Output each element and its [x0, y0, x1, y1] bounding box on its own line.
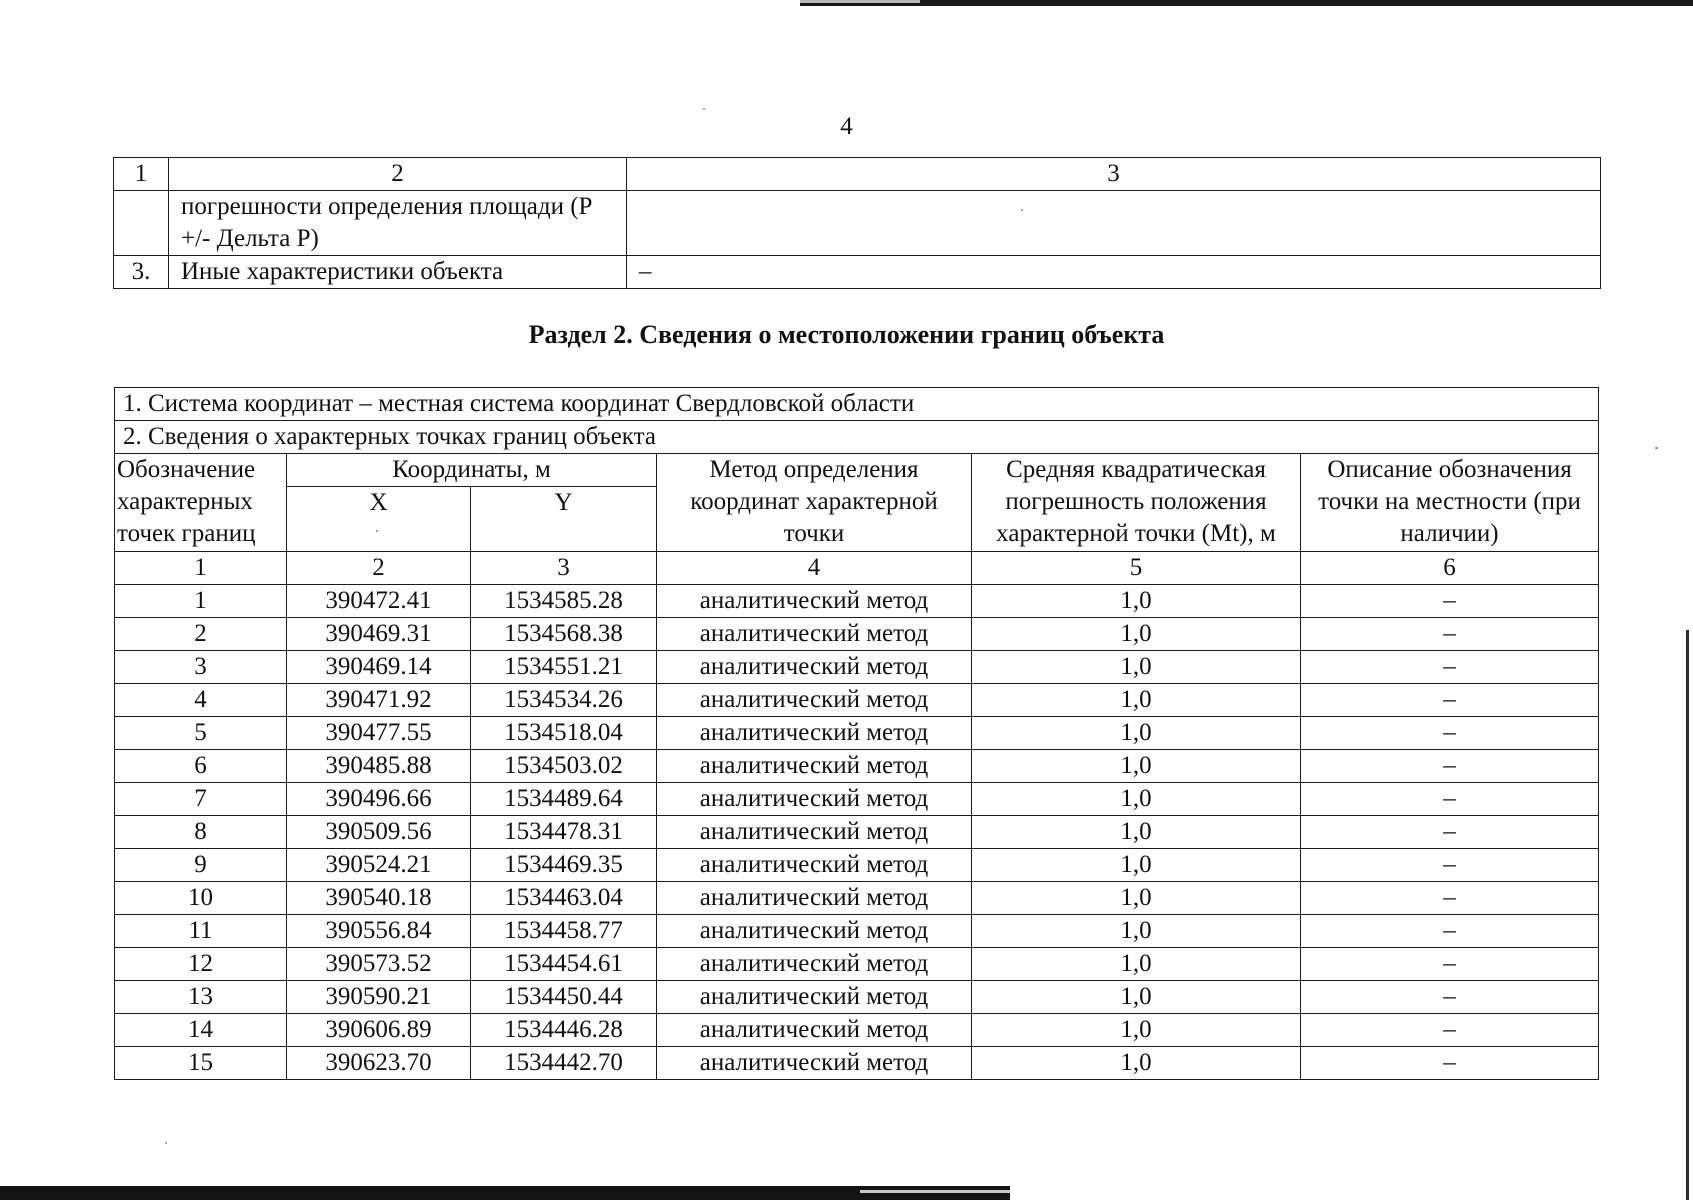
point-designation: 1 — [115, 585, 287, 618]
column-numbers-row — [115, 552, 1599, 585]
column-number: 1 — [115, 552, 287, 585]
determination-method: аналитический метод — [657, 981, 972, 1014]
table-header-row — [114, 158, 1601, 191]
position-error: 1,0 — [972, 684, 1301, 717]
position-error: 1,0 — [972, 915, 1301, 948]
position-error: 1,0 — [972, 849, 1301, 882]
point-designation: 12 — [115, 948, 287, 981]
determination-method: аналитический метод — [657, 585, 972, 618]
coordinate-y: 1534446.28 — [471, 1014, 657, 1047]
coordinate-y: 1534568.38 — [471, 618, 657, 651]
scan-border-right — [1686, 630, 1689, 1200]
coordinate-y: 1534450.44 — [471, 981, 657, 1014]
determination-method: аналитический метод — [657, 717, 972, 750]
position-error: 1,0 — [972, 750, 1301, 783]
point-designation: 6 — [115, 750, 287, 783]
scan-speck — [1655, 447, 1658, 449]
point-description: – — [1301, 783, 1599, 816]
point-designation: 14 — [115, 1014, 287, 1047]
scan-border-top — [800, 0, 1693, 6]
points-body — [115, 585, 1599, 1080]
row-value: – — [627, 256, 1601, 289]
header-description: Описание обозначения точки на местности (при наличии) — [1301, 454, 1599, 552]
determination-method: аналитический метод — [657, 783, 972, 816]
point-designation: 15 — [115, 1047, 287, 1080]
point-description: – — [1301, 882, 1599, 915]
position-error: 1,0 — [972, 717, 1301, 750]
position-error: 1,0 — [972, 948, 1301, 981]
coordinate-y: 1534458.77 — [471, 915, 657, 948]
points-caption-row — [115, 421, 1599, 454]
position-error: 1,0 — [972, 585, 1301, 618]
coordinate-x: 390556.84 — [287, 915, 471, 948]
coordinate-x: 390573.52 — [287, 948, 471, 981]
table-header-row — [115, 454, 1599, 487]
table-row — [115, 750, 1599, 783]
coordinate-y: 1534503.02 — [471, 750, 657, 783]
determination-method: аналитический метод — [657, 849, 972, 882]
point-description: – — [1301, 981, 1599, 1014]
point-description: – — [1301, 816, 1599, 849]
column-number: 3 — [471, 552, 657, 585]
column-number: 6 — [1301, 552, 1599, 585]
header-cell: 3 — [627, 158, 1601, 191]
point-designation: 9 — [115, 849, 287, 882]
coordinate-system-caption: 1. Система координат – местная система координат Свердловской области — [115, 388, 1599, 421]
coordinate-x: 390485.88 — [287, 750, 471, 783]
determination-method: аналитический метод — [657, 816, 972, 849]
column-number: 4 — [657, 552, 972, 585]
point-description: – — [1301, 849, 1599, 882]
coordinate-system-row — [115, 388, 1599, 421]
coordinate-x: 390524.21 — [287, 849, 471, 882]
coordinate-x: 390606.89 — [287, 1014, 471, 1047]
column-number: 5 — [972, 552, 1301, 585]
points-caption: 2. Сведения о характерных точках границ объекта — [115, 421, 1599, 454]
coordinate-y: 1534518.04 — [471, 717, 657, 750]
table-row — [115, 651, 1599, 684]
page-number: 4 — [840, 113, 853, 140]
table-row — [115, 1014, 1599, 1047]
coordinate-y: 1534442.70 — [471, 1047, 657, 1080]
row-number — [114, 191, 169, 256]
section-title: Раздел 2. Сведения о местоположении границ объекта — [528, 320, 1165, 349]
position-error: 1,0 — [972, 651, 1301, 684]
table-row — [115, 684, 1599, 717]
row-name: погрешности определения площади (P +/- Дельта P) — [169, 191, 627, 256]
coordinate-y: 1534454.61 — [471, 948, 657, 981]
determination-method: аналитический метод — [657, 618, 972, 651]
determination-method: аналитический метод — [657, 750, 972, 783]
coordinate-y: 1534585.28 — [471, 585, 657, 618]
determination-method: аналитический метод — [657, 915, 972, 948]
header-cell: 2 — [169, 158, 627, 191]
point-description: – — [1301, 1014, 1599, 1047]
row-value — [627, 191, 1601, 256]
point-designation: 4 — [115, 684, 287, 717]
position-error: 1,0 — [972, 1014, 1301, 1047]
point-designation: 7 — [115, 783, 287, 816]
table-row — [115, 783, 1599, 816]
point-designation: 11 — [115, 915, 287, 948]
point-description: – — [1301, 750, 1599, 783]
scan-speck — [165, 1142, 167, 1144]
point-designation: 5 — [115, 717, 287, 750]
header-designation: Обозначение характерных точек границ — [115, 454, 287, 552]
header-y: Y — [471, 487, 657, 552]
table-row — [115, 1047, 1599, 1080]
coordinate-x: 390590.21 — [287, 981, 471, 1014]
position-error: 1,0 — [972, 882, 1301, 915]
coordinate-y: 1534551.21 — [471, 651, 657, 684]
coordinate-x: 390469.14 — [287, 651, 471, 684]
scan-border-bottom — [0, 1186, 1010, 1200]
coordinate-x: 390509.56 — [287, 816, 471, 849]
table-row — [115, 816, 1599, 849]
coordinate-x: 390496.66 — [287, 783, 471, 816]
point-description: – — [1301, 585, 1599, 618]
point-description: – — [1301, 618, 1599, 651]
table-row — [115, 717, 1599, 750]
point-designation: 10 — [115, 882, 287, 915]
header-x: X — [287, 487, 471, 552]
point-designation: 3 — [115, 651, 287, 684]
determination-method: аналитический метод — [657, 651, 972, 684]
point-description: – — [1301, 684, 1599, 717]
table-row — [115, 915, 1599, 948]
table-row — [115, 981, 1599, 1014]
point-designation: 13 — [115, 981, 287, 1014]
coordinate-y: 1534463.04 — [471, 882, 657, 915]
position-error: 1,0 — [972, 783, 1301, 816]
header-method: Метод определения координат характерной точки — [657, 454, 972, 552]
column-number: 2 — [287, 552, 471, 585]
coordinate-x: 390469.31 — [287, 618, 471, 651]
determination-method: аналитический метод — [657, 684, 972, 717]
coordinate-x: 390471.92 — [287, 684, 471, 717]
row-number: 3. — [114, 256, 169, 289]
point-description: – — [1301, 651, 1599, 684]
point-description: – — [1301, 1047, 1599, 1080]
determination-method: аналитический метод — [657, 948, 972, 981]
point-description: – — [1301, 948, 1599, 981]
position-error: 1,0 — [972, 618, 1301, 651]
characteristics-table-continuation — [113, 157, 1601, 289]
point-description: – — [1301, 717, 1599, 750]
header-error: Средняя квадратическая погрешность положения характерной точки (Mt), м — [972, 454, 1301, 552]
position-error: 1,0 — [972, 1047, 1301, 1080]
coordinate-y: 1534469.35 — [471, 849, 657, 882]
coordinate-y: 1534489.64 — [471, 783, 657, 816]
coordinate-x: 390623.70 — [287, 1047, 471, 1080]
point-designation: 2 — [115, 618, 287, 651]
table-row — [115, 618, 1599, 651]
position-error: 1,0 — [972, 981, 1301, 1014]
determination-method: аналитический метод — [657, 1047, 972, 1080]
determination-method: аналитический метод — [657, 1014, 972, 1047]
coordinate-x: 390540.18 — [287, 882, 471, 915]
table-row — [114, 191, 1601, 256]
coordinate-y: 1534478.31 — [471, 816, 657, 849]
table-row — [115, 948, 1599, 981]
coordinate-x: 390477.55 — [287, 717, 471, 750]
coordinate-x: 390472.41 — [287, 585, 471, 618]
table-row — [115, 882, 1599, 915]
row-name: Иные характеристики объекта — [169, 256, 627, 289]
point-designation: 8 — [115, 816, 287, 849]
determination-method: аналитический метод — [657, 882, 972, 915]
table-row — [115, 849, 1599, 882]
header-coordinates: Координаты, м — [287, 454, 657, 487]
table-row — [114, 256, 1601, 289]
table-row — [115, 585, 1599, 618]
coordinate-y: 1534534.26 — [471, 684, 657, 717]
position-error: 1,0 — [972, 816, 1301, 849]
point-description: – — [1301, 915, 1599, 948]
header-cell: 1 — [114, 158, 169, 191]
scan-speck — [703, 108, 705, 110]
boundary-points-table — [114, 387, 1599, 1080]
